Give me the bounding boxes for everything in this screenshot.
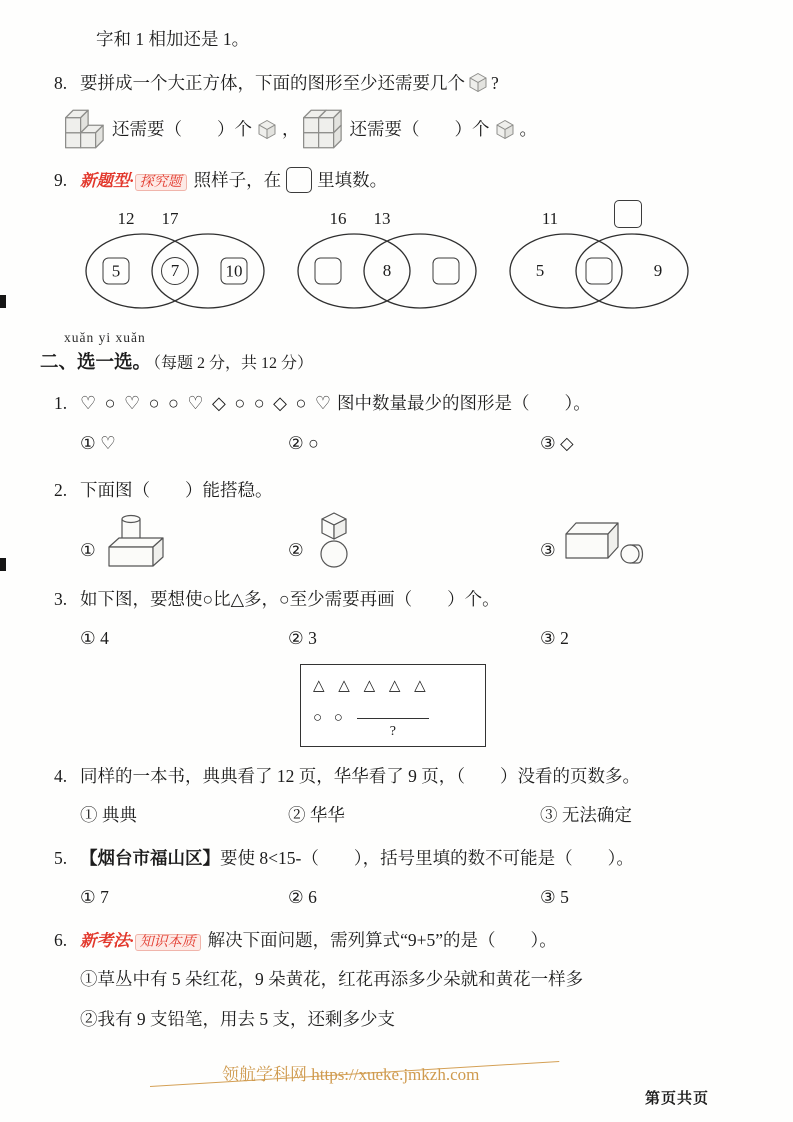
- source-region-label: 【烟台市福山区】: [80, 848, 220, 869]
- venn-diagram-1: [84, 200, 266, 316]
- sum-label-left: 11: [541, 209, 559, 229]
- question-number: 5.: [54, 848, 68, 869]
- venn-fill-box: [586, 258, 613, 285]
- cube-icon: [468, 72, 488, 93]
- q8-blanks-line: [64, 109, 793, 149]
- option-3: ③ 无法确定: [540, 804, 632, 825]
- venn-cell: 9: [653, 261, 663, 281]
- option-3: ③ 5: [540, 887, 569, 908]
- q3-figure: [300, 664, 486, 747]
- box-and-cylinder-figure: [564, 514, 648, 570]
- option-2: ② ○: [288, 432, 319, 453]
- q1-options: [80, 430, 793, 457]
- new-method-badge: 新考法·: [80, 931, 134, 951]
- three-cube-figure: [64, 109, 106, 149]
- q4-options: [80, 802, 793, 829]
- venn-cell: 5: [103, 258, 130, 285]
- knowledge-badge: 知识本质: [135, 934, 201, 951]
- q5-options: [80, 884, 793, 911]
- circles-row: [313, 707, 473, 739]
- sum-label-left: 12: [117, 209, 135, 229]
- option-label: ③: [540, 539, 556, 560]
- circles: ○ ○: [313, 709, 347, 726]
- section-2-header: [40, 328, 793, 378]
- venn-diagrams-row: [84, 200, 793, 320]
- binding-mark: [0, 295, 6, 308]
- question-text: 解决下面问题，需列算式“9+5”的是（ ）。: [207, 930, 557, 951]
- watermark-text: 领航学科网 https://xueke.jmkzh.com: [222, 1065, 480, 1084]
- triangles-row: △ △ △ △ △: [313, 678, 431, 695]
- option-label: ①: [80, 539, 96, 560]
- new-type-badge: 新题型·: [80, 171, 134, 191]
- venn-fill-box: [433, 258, 460, 285]
- question-1: [54, 390, 757, 418]
- sum-label-right: 13: [373, 209, 391, 229]
- question-number: 3.: [54, 589, 68, 610]
- question-5: [54, 845, 757, 872]
- page-number-label: 第页共页: [645, 1091, 710, 1107]
- question-number: 9.: [54, 170, 68, 191]
- cube-on-ball-figure: [312, 510, 358, 570]
- blank-text: 还需要（ ）个: [112, 118, 252, 139]
- question-text: 图中数量最少的图形是（ ）。: [336, 392, 591, 413]
- option-2: ② 3: [288, 628, 317, 649]
- option-3: ③ ◇: [540, 432, 574, 453]
- fill-box: [286, 167, 312, 193]
- question-text: 下面图（ ）能搭稳。: [80, 479, 273, 500]
- option-1: ① 4: [80, 628, 109, 649]
- question-3: [54, 586, 757, 613]
- intro-line: 字和 1 相加还是 1。: [96, 29, 250, 49]
- question-text: 要拼成一个大正方体，下面的图形至少还需要几个: [80, 73, 465, 94]
- q6-choice-1: ①草丛中有 5 朵红花，9 朵黄花，红花再添多少朵就和黄花一样多: [80, 969, 584, 990]
- binding-mark: [0, 558, 6, 571]
- cube-icon: [257, 119, 277, 140]
- question-number: 1.: [54, 392, 68, 413]
- venn-cell: 8: [382, 261, 392, 281]
- venn-fill-box: [315, 258, 342, 285]
- period: 。: [519, 118, 537, 139]
- venn-diagram-2: [296, 200, 478, 316]
- option-2: ② 6: [288, 887, 317, 908]
- q6-choice-2: ②我有 9 支铅笔，用去 5 支，还剩多少支: [80, 1008, 395, 1029]
- option-1: [80, 510, 288, 570]
- venn-top-fill-box: [614, 200, 642, 228]
- question-text: 照样子，在: [193, 170, 282, 191]
- cylinder-on-box-figure: [104, 510, 166, 570]
- option-1: ① ♡: [80, 432, 116, 453]
- q2-option-figures: [80, 510, 793, 570]
- venn-cell: 5: [535, 261, 545, 281]
- blank-text: 还需要（ ）个: [349, 118, 490, 139]
- option-2: ② 华华: [288, 804, 345, 825]
- question-text: 同样的一本书，典典看了 12 页，华华看了 9 页，（ ）没看的页数多。: [80, 765, 640, 786]
- option-label: ②: [288, 539, 304, 560]
- question-mark: ?: [389, 723, 396, 739]
- explore-badge: 探究题: [135, 174, 187, 191]
- sum-label-right: 17: [161, 209, 179, 229]
- answer-blank-line: [357, 718, 429, 739]
- question-number: 2.: [54, 479, 68, 500]
- question-9: [54, 167, 757, 194]
- option-3: ③ 2: [540, 628, 569, 649]
- option-1: ① 7: [80, 887, 109, 908]
- venn-cell: 7: [161, 257, 189, 285]
- question-number: 8.: [54, 73, 68, 94]
- question-text: 如下图，要想使○比△多，○至少需要再画（ ）个。: [80, 589, 500, 610]
- cube-icon: [495, 119, 515, 140]
- venn-cell: 10: [221, 258, 248, 285]
- four-cube-figure: [302, 109, 344, 149]
- comma: ，: [282, 118, 300, 139]
- question-mark: ?: [491, 73, 499, 94]
- sum-label-left: 16: [329, 209, 347, 229]
- question-number: 4.: [54, 765, 68, 786]
- question-4: [54, 763, 757, 790]
- question-2: [54, 477, 757, 504]
- option-3: [540, 514, 793, 570]
- question-6: [54, 927, 757, 954]
- q3-options: [80, 625, 793, 652]
- question-text: 要使 8<15-（ ），括号里填的数不可能是（ ）。: [220, 848, 634, 869]
- question-number: 6.: [54, 930, 68, 951]
- venn-diagram-3: [508, 200, 690, 316]
- pinyin-annotation: xuǎn yi xuǎn: [64, 330, 146, 346]
- section-title: 二、选一选。: [40, 353, 152, 374]
- question-text-after: 里填数。: [317, 170, 388, 191]
- shape-sequence: ♡ ○ ♡ ○ ○ ♡ ◇ ○ ○ ◇ ○ ♡: [80, 392, 333, 413]
- question-8: [54, 70, 757, 97]
- option-2: [288, 510, 540, 570]
- option-1: ① 典典: [80, 804, 137, 825]
- section-score: （每题 2 分，共 12 分）: [153, 355, 314, 373]
